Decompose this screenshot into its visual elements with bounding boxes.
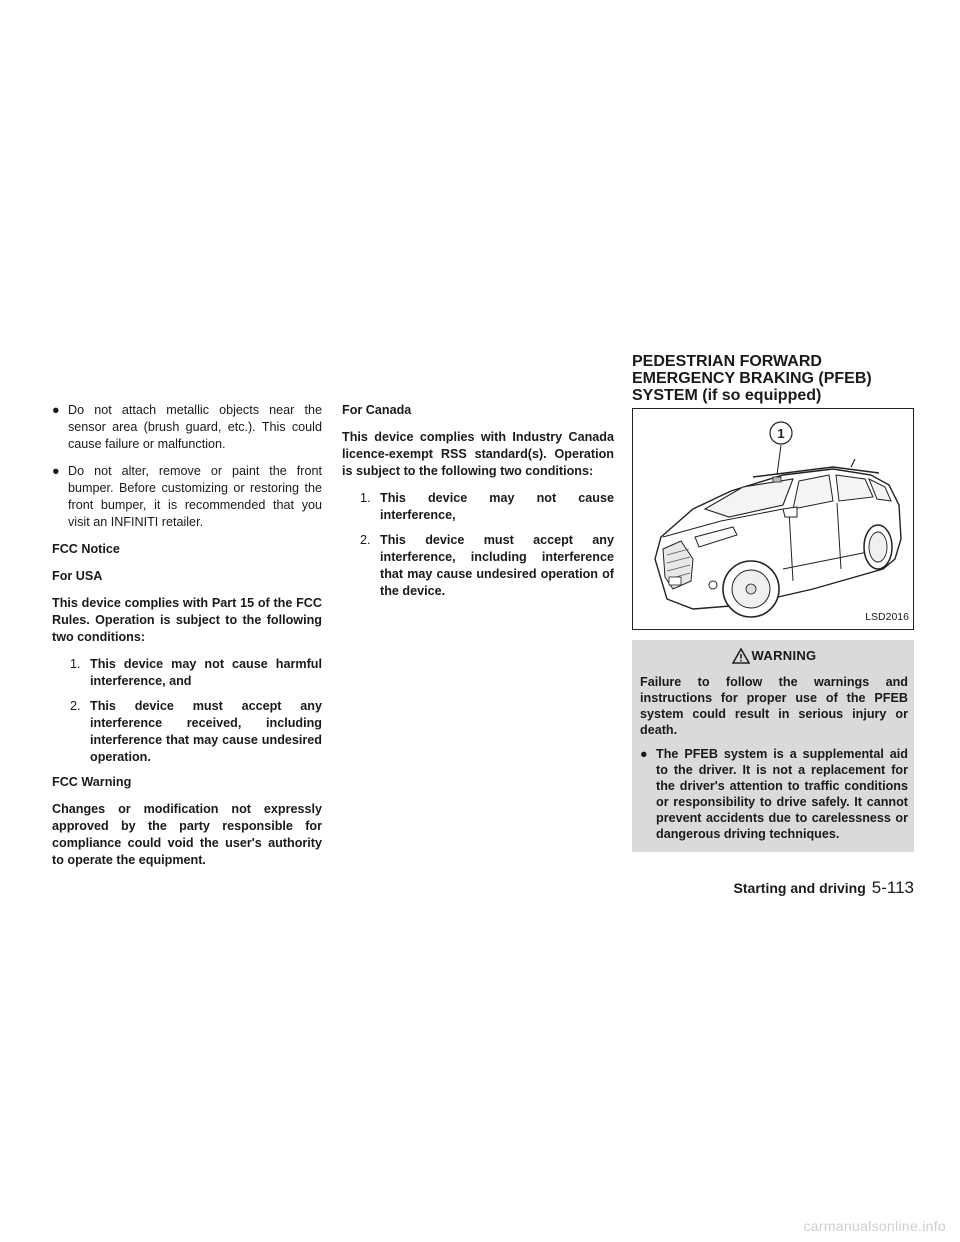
warning-box [632, 640, 914, 852]
warning-bullet: ● The PFEB system is a supplemental aid to the driver. It is not a replacement for the driver's attention to traffic conditions or responsibility to drive safely. It cannot prevent accidents due to carelessness or dangerous driving techniques. [640, 747, 908, 841]
watermark: carmanualsonline.info [803, 1218, 946, 1234]
middle-column [342, 402, 614, 608]
numbered-item: 1. This device may not cause harmful interference, and [70, 657, 322, 688]
usa-text: This device complies with Part 15 of the FCC Rules. Operation is subject to the following two conditions: [52, 596, 322, 644]
fcc-notice-heading: FCC Notice [52, 542, 120, 556]
numbered-item: 1. This device may not cause interference, [360, 491, 614, 522]
page-number: 5-113 [871, 878, 914, 897]
numbered-item: 2. This device must accept any interference, including interference that may cause undesired operation of the device. [360, 533, 614, 598]
chapter-title: Starting and driving [733, 880, 866, 896]
vehicle-figure [632, 408, 914, 630]
numbered-item: 2. This device must accept any interference received, including interference that may cause undesired operation. [70, 699, 322, 764]
right-column [632, 353, 914, 852]
fcc-warning-heading: FCC Warning [52, 775, 132, 789]
for-canada-heading: For Canada [342, 403, 412, 417]
left-column [52, 402, 322, 879]
warning-title: WARNING [640, 648, 908, 664]
callout-number: 1 [777, 426, 785, 441]
bullet-icon: ● [52, 403, 60, 417]
warning-intro: Failure to follow the warnings and instructions for proper use of the PFEB system could result in serious injury or death. [640, 675, 908, 737]
page-footer [734, 878, 914, 898]
for-usa-heading: For USA [52, 569, 103, 583]
vehicle-illustration [633, 409, 913, 629]
warning-triangle-icon [732, 648, 750, 664]
section-title: PEDESTRIAN FORWARD EMERGENCY BRAKING (PFEB) SYSTEM (if so equipped) [632, 353, 872, 404]
figure-label: LSD2016 [865, 611, 909, 623]
fcc-warning-text: Changes or modification not expressly approved by the party responsible for compliance could void the user's authority to operate the equipment. [52, 802, 322, 867]
bullet-item: ● Do not attach metallic objects near the sensor area (brush guard, etc.). This could cause failure or malfunction. [52, 403, 322, 451]
canada-text: This device complies with Industry Canada licence-exempt RSS standard(s). Operation is subject to the following two conditions: [342, 430, 614, 478]
bullet-item: ● Do not alter, remove or paint the front bumper. Before customizing or restoring the front bumper, it is recommended that you visit an INFINITI retailer. [52, 464, 322, 529]
bullet-icon: ● [640, 747, 648, 761]
bullet-icon: ● [52, 464, 60, 478]
